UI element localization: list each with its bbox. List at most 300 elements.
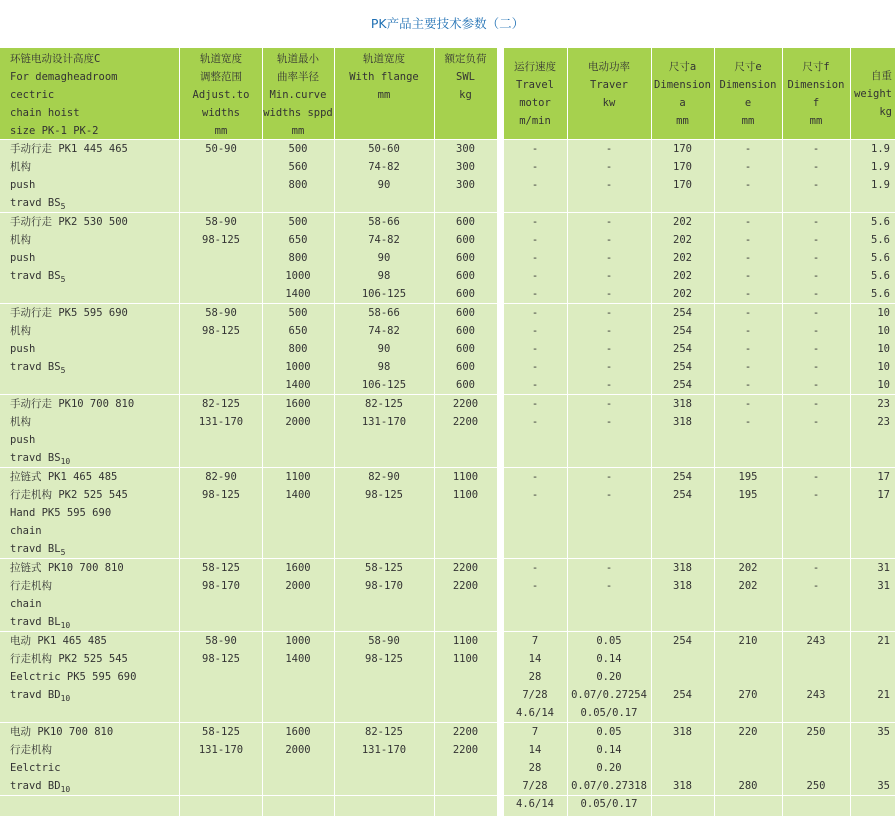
cell-dim-f: -	[812, 489, 820, 501]
cell-weight: 35	[877, 726, 890, 738]
cell-dim-e: -	[744, 288, 752, 300]
model-label: push	[10, 434, 36, 446]
cell-adj: 98-170	[202, 580, 240, 592]
cell-weight: 5.6	[871, 216, 890, 228]
cell-power: -	[605, 234, 613, 246]
cell-curve: 1000	[285, 361, 311, 373]
cell-flange: 98-125	[365, 653, 403, 665]
cell-dim-e: -	[744, 398, 752, 410]
cell-speed: 4.6/14	[516, 707, 554, 719]
cell-flange: 98	[377, 270, 391, 282]
cell-curve: 800	[288, 179, 308, 191]
cell-dim-a: 202	[673, 216, 692, 228]
cell-speed: -	[531, 416, 539, 428]
column-header: Dimension	[787, 79, 845, 91]
cell-curve: 1400	[285, 379, 311, 391]
cell-weight: 1.9	[871, 179, 890, 191]
cell-power: -	[605, 325, 613, 337]
cell-power: 0.05	[596, 635, 622, 647]
cell-dim-f: -	[812, 562, 820, 574]
cell-swl: 300	[456, 143, 475, 155]
cell-dim-a: 202	[673, 252, 692, 264]
model-label: travd $BL_5$	[10, 543, 66, 557]
column-header: kg	[879, 106, 892, 118]
cell-curve: 800	[288, 343, 308, 355]
cell-dim-a: 202	[673, 288, 692, 300]
cell-swl: 600	[456, 270, 475, 282]
cell-dim-e: 220	[738, 726, 758, 738]
model-label: travd $BS_5$	[10, 270, 66, 284]
cell-speed: -	[531, 179, 539, 191]
cell-flange: 74-82	[368, 161, 400, 173]
cell-speed: -	[531, 325, 539, 337]
column-header: 运行速度	[514, 61, 556, 73]
column-header: 电动功率	[588, 61, 630, 73]
cell-dim-f: -	[812, 343, 820, 355]
cell-speed: -	[531, 562, 539, 574]
page-title: PK产品主要技术参数（二）	[370, 16, 525, 31]
column-header: mm	[676, 115, 689, 127]
column-header: Travel	[516, 79, 554, 91]
cell-weight: 17	[877, 489, 890, 501]
column-header: cectric	[10, 89, 55, 101]
cell-adj: 58-90	[205, 216, 237, 228]
cell-curve: 2000	[285, 416, 311, 428]
model-label: push	[10, 252, 36, 264]
cell-weight: 1.9	[871, 161, 890, 173]
cell-dim-f: -	[812, 270, 820, 282]
model-label: 机构	[10, 325, 31, 337]
cell-weight: 10	[877, 361, 890, 373]
cell-speed: -	[531, 379, 539, 391]
cell-speed: -	[531, 252, 539, 264]
cell-curve: 2000	[285, 580, 311, 592]
cell-swl: 1100	[452, 471, 479, 483]
cell-power: -	[605, 361, 613, 373]
cell-speed: -	[531, 288, 539, 300]
column-header: 曲率半径	[277, 71, 319, 83]
cell-swl: 600	[456, 379, 475, 391]
cell-curve: 500	[288, 143, 308, 155]
cell-power: -	[605, 252, 613, 264]
cell-dim-f: -	[812, 379, 820, 391]
column-header: Traver	[590, 79, 628, 91]
cell-flange: 90	[377, 179, 391, 191]
model-label: 行走机构	[10, 580, 52, 592]
cell-dim-e: 195	[738, 489, 758, 501]
model-subscript: 10	[60, 621, 71, 630]
cell-dim-e: -	[744, 325, 752, 337]
model-label: 拉链式 PK10 700 810	[10, 562, 124, 574]
model-label: push	[10, 343, 36, 355]
cell-flange: 58-66	[368, 307, 400, 319]
cell-speed: -	[531, 307, 539, 319]
cell-dim-a: 254	[673, 361, 692, 373]
cell-dim-f: -	[812, 361, 820, 373]
cell-swl: 2200	[452, 726, 479, 738]
cell-weight: 1.9	[871, 143, 890, 155]
cell-power: 0.07/0.27254	[571, 689, 647, 701]
cell-adj: 50-90	[205, 143, 237, 155]
cell-weight: 23	[877, 416, 890, 428]
cell-dim-a: 318	[673, 416, 692, 428]
cell-swl: 600	[456, 252, 475, 264]
cell-curve: 650	[288, 325, 308, 337]
cell-dim-a: 254	[673, 379, 692, 391]
cell-speed: -	[531, 343, 539, 355]
cell-swl: 1100	[452, 489, 479, 501]
model-label: Eelctric PK5 595 690	[10, 671, 137, 683]
cell-weight: 5.6	[871, 234, 890, 246]
cell-speed: -	[531, 361, 539, 373]
cell-dim-e: -	[744, 161, 752, 173]
cell-dim-f: -	[812, 234, 820, 246]
column-header: kw	[602, 97, 616, 109]
cell-dim-e: -	[744, 234, 752, 246]
cell-dim-f: -	[812, 325, 820, 337]
cell-power: 0.14	[596, 744, 622, 756]
cell-dim-e: 280	[738, 780, 758, 792]
cell-power: -	[605, 562, 613, 574]
cell-dim-f: 243	[806, 635, 826, 647]
column-header: kg	[459, 89, 472, 101]
cell-flange: 106-125	[361, 379, 407, 391]
column-header: mm	[809, 115, 823, 127]
cell-dim-a: 318	[673, 398, 692, 410]
cell-swl: 1100	[452, 653, 479, 665]
column-header: f	[812, 97, 820, 109]
cell-dim-e: 195	[738, 471, 758, 483]
column-header: a	[679, 97, 686, 109]
cell-speed: 7	[531, 726, 539, 738]
cell-curve: 800	[288, 252, 308, 264]
cell-speed: 7/28	[522, 689, 548, 701]
model-subscript: 10	[60, 694, 71, 703]
column-header: Min.curve	[269, 89, 327, 101]
cell-flange: 131-170	[361, 416, 407, 428]
cell-flange: 82-125	[365, 726, 403, 738]
cell-curve: 1600	[285, 562, 311, 574]
cell-curve: 650	[288, 234, 308, 246]
model-label: 手动行走 PK10 700 810	[10, 398, 135, 410]
model-label: 行走机构	[10, 744, 52, 756]
cell-power: -	[605, 161, 613, 173]
cell-dim-f: -	[812, 307, 820, 319]
cell-power: -	[605, 179, 613, 191]
cell-dim-a: 254	[673, 471, 692, 483]
cell-curve: 1000	[285, 270, 311, 282]
model-label: 拉链式 PK1 465 485	[10, 471, 118, 483]
cell-swl: 300	[456, 161, 475, 173]
cell-power: -	[605, 580, 613, 592]
cell-dim-e: 270	[738, 689, 758, 701]
model-label: 机构	[10, 161, 31, 173]
cell-dim-e: -	[744, 270, 752, 282]
column-header: 自重	[871, 70, 892, 82]
model-label: 手动行走 PK2 530 500	[10, 216, 128, 228]
cell-swl: 1100	[452, 635, 479, 647]
cell-curve: 1600	[285, 398, 311, 410]
column-header: widths	[202, 107, 240, 119]
cell-dim-a: 254	[673, 325, 692, 337]
column-header: m/min	[519, 115, 551, 127]
cell-dim-a: 254	[673, 489, 692, 501]
column-header: Dimension	[654, 79, 711, 91]
column-header: mm	[291, 125, 305, 137]
cell-curve: 1400	[285, 653, 311, 665]
cell-speed: 28	[528, 762, 542, 774]
model-label: chain	[10, 525, 42, 537]
model-label: push	[10, 179, 36, 191]
column-header: With flange	[349, 71, 419, 83]
model-subscript: 5	[60, 202, 66, 211]
cell-power: 0.14	[596, 653, 622, 665]
model-label: Hand PK5 595 690	[10, 507, 112, 519]
cell-speed: -	[531, 161, 539, 173]
cell-dim-e: -	[744, 361, 752, 373]
cell-adj: 131-170	[198, 416, 244, 428]
cell-power: -	[605, 489, 613, 501]
cell-adj: 131-170	[198, 744, 244, 756]
cell-dim-a: 202	[673, 270, 692, 282]
column-header: motor	[519, 97, 551, 109]
cell-speed: 14	[528, 653, 542, 665]
cell-speed: -	[531, 398, 539, 410]
model-label: travd $BD_{10}$	[10, 780, 71, 794]
column-header: 尺寸f	[802, 61, 830, 73]
cell-power: 0.20	[596, 671, 622, 683]
cell-adj: 98-125	[202, 489, 240, 501]
cell-dim-e: 210	[738, 635, 758, 647]
cell-swl: 2200	[452, 398, 479, 410]
column-header: 环链电动设计高度C	[10, 53, 101, 65]
cell-adj: 58-90	[205, 635, 237, 647]
model-subscript: 10	[60, 785, 71, 794]
cell-dim-a: 254	[673, 307, 692, 319]
cell-dim-f: -	[812, 216, 820, 228]
model-label: travd $BS_5$	[10, 197, 66, 211]
cell-flange: 74-82	[368, 325, 400, 337]
cell-speed: -	[531, 270, 539, 282]
cell-dim-f: -	[812, 143, 820, 155]
cell-weight: 21	[877, 635, 890, 647]
column-header: 尺寸e	[734, 61, 762, 73]
cell-swl: 600	[456, 216, 475, 228]
cell-swl: 300	[456, 179, 475, 191]
column-header: chain hoist	[10, 107, 80, 119]
cell-adj: 98-125	[202, 653, 240, 665]
model-subscript: 5	[60, 366, 66, 375]
cell-weight: 5.6	[871, 252, 890, 264]
cell-flange: 58-90	[368, 635, 400, 647]
cell-power: -	[605, 343, 613, 355]
cell-speed: -	[531, 580, 539, 592]
cell-dim-a: 254	[673, 343, 692, 355]
cell-dim-f: -	[812, 416, 820, 428]
column-header: SWL	[456, 71, 475, 83]
cell-dim-e: -	[744, 252, 752, 264]
model-label: travd $BL_{10}$	[10, 616, 71, 630]
cell-flange: 74-82	[368, 234, 400, 246]
cell-power: -	[605, 143, 613, 155]
cell-adj: 98-125	[202, 234, 240, 246]
cell-speed: -	[531, 216, 539, 228]
column-header: 轨道宽度	[200, 53, 242, 65]
cell-weight: 21	[877, 689, 890, 701]
cell-dim-a: 254	[673, 635, 692, 647]
cell-weight: 31	[877, 562, 890, 574]
cell-dim-e: -	[744, 343, 752, 355]
cell-dim-e: -	[744, 379, 752, 391]
cell-dim-a: 170	[673, 179, 692, 191]
cell-speed: -	[531, 143, 539, 155]
cell-speed: 7/28	[522, 780, 548, 792]
cell-curve: 1100	[285, 471, 311, 483]
cell-power: -	[605, 471, 613, 483]
cell-swl: 2200	[452, 416, 479, 428]
cell-flange: 98-125	[365, 489, 403, 501]
cell-swl: 600	[456, 288, 475, 300]
cell-dim-e: -	[744, 216, 752, 228]
cell-dim-e: -	[744, 143, 752, 155]
cell-weight: 35	[877, 780, 890, 792]
cell-adj: 58-125	[202, 562, 240, 574]
cell-speed: 7	[531, 635, 539, 647]
cell-speed: 14	[528, 744, 542, 756]
cell-curve: 1000	[285, 635, 311, 647]
cell-weight: 23	[877, 398, 890, 410]
cell-flange: 90	[377, 343, 391, 355]
cell-power: -	[605, 270, 613, 282]
cell-power: -	[605, 379, 613, 391]
model-subscript: 5	[60, 275, 66, 284]
cell-dim-e: 202	[738, 580, 758, 592]
column-header: Adjust.to	[192, 89, 250, 101]
cell-adj: 82-125	[202, 398, 240, 410]
model-label: 电动 PK10 700 810	[10, 726, 114, 738]
column-header: size PK-1 PK-2	[10, 125, 99, 137]
column-header: Dimension	[719, 79, 777, 91]
cell-curve: 1400	[285, 288, 311, 300]
cell-weight: 5.6	[871, 270, 890, 282]
cell-flange: 50-60	[368, 143, 400, 155]
cell-swl: 2200	[452, 744, 479, 756]
cell-power: 0.05	[596, 726, 622, 738]
cell-adj: 82-90	[205, 471, 237, 483]
cell-power: 0.20	[596, 762, 622, 774]
cell-swl: 600	[456, 234, 475, 246]
cell-weight: 10	[877, 343, 890, 355]
row-divider	[0, 795, 498, 796]
cell-swl: 600	[456, 343, 475, 355]
model-label: Eelctric	[10, 762, 61, 774]
cell-dim-f: -	[812, 252, 820, 264]
cell-flange: 90	[377, 252, 391, 264]
cell-weight: 10	[877, 307, 890, 319]
cell-weight: 10	[877, 379, 890, 391]
column-header: For demagheadroom	[10, 71, 118, 83]
column-header: 轨道宽度	[363, 53, 405, 65]
model-label: 手动行走 PK5 595 690	[10, 307, 128, 319]
column-header: 轨道最小	[277, 53, 319, 65]
cell-curve: 1600	[285, 726, 311, 738]
cell-dim-a: 318	[673, 580, 692, 592]
cell-dim-e: -	[744, 179, 752, 191]
cell-power: -	[605, 216, 613, 228]
cell-curve: 560	[288, 161, 308, 173]
cell-swl: 600	[456, 361, 475, 373]
column-header: 调整范围	[200, 71, 242, 83]
model-label: 行走机构 PK2 525 545	[10, 489, 128, 501]
cell-curve: 500	[288, 307, 308, 319]
cell-dim-a: 202	[673, 234, 692, 246]
cell-flange: 98	[377, 361, 391, 373]
cell-flange: 82-125	[365, 398, 403, 410]
cell-dim-f: 243	[806, 689, 826, 701]
cell-flange: 58-66	[368, 216, 400, 228]
cell-dim-a: 170	[673, 143, 692, 155]
cell-dim-f: -	[812, 398, 820, 410]
cell-power: -	[605, 398, 613, 410]
column-divider	[179, 48, 180, 816]
cell-speed: 28	[528, 671, 542, 683]
cell-curve: 1400	[285, 489, 311, 501]
cell-flange: 58-125	[365, 562, 403, 574]
cell-power: 0.05/0.17	[580, 707, 638, 719]
cell-power: -	[605, 416, 613, 428]
model-subscript: 5	[60, 548, 66, 557]
cell-weight: 10	[877, 325, 890, 337]
model-label: 机构	[10, 416, 31, 428]
column-header: widths sppd	[263, 107, 333, 119]
cell-adj: 98-125	[202, 325, 240, 337]
model-label: 机构	[10, 234, 31, 246]
column-header: mm	[741, 115, 755, 127]
column-header: 尺寸a	[668, 61, 697, 73]
cell-power: 0.07/0.27318	[571, 780, 647, 792]
cell-speed: -	[531, 234, 539, 246]
cell-dim-a: 318	[673, 726, 692, 738]
cell-dim-f: -	[812, 161, 820, 173]
cell-flange: 106-125	[361, 288, 407, 300]
cell-dim-f: -	[812, 580, 820, 592]
model-label: travd $BS_5$	[10, 361, 66, 375]
model-label: 电动 PK1 465 485	[10, 635, 107, 647]
cell-dim-e: -	[744, 416, 752, 428]
cell-dim-e: 202	[738, 562, 758, 574]
cell-curve: 2000	[285, 744, 311, 756]
cell-power: -	[605, 307, 613, 319]
cell-flange: 131-170	[361, 744, 407, 756]
cell-power: -	[605, 288, 613, 300]
cell-dim-a: 318	[673, 780, 692, 792]
model-label: 手动行走 PK1 445 465	[10, 143, 128, 155]
cell-swl: 2200	[452, 580, 479, 592]
cell-dim-f: 250	[806, 780, 826, 792]
cell-swl: 600	[456, 325, 475, 337]
column-header: mm	[377, 89, 391, 101]
cell-adj: 58-125	[202, 726, 240, 738]
column-header: mm	[214, 125, 228, 137]
model-label: travd $BS_{10}$	[10, 452, 71, 466]
cell-swl: 2200	[452, 562, 479, 574]
column-header: 额定负荷	[444, 53, 487, 65]
cell-curve: 500	[288, 216, 308, 228]
model-label: 行走机构 PK2 525 545	[10, 653, 128, 665]
cell-flange: 98-170	[365, 580, 403, 592]
cell-dim-f: 250	[806, 726, 826, 738]
cell-swl: 600	[456, 307, 475, 319]
